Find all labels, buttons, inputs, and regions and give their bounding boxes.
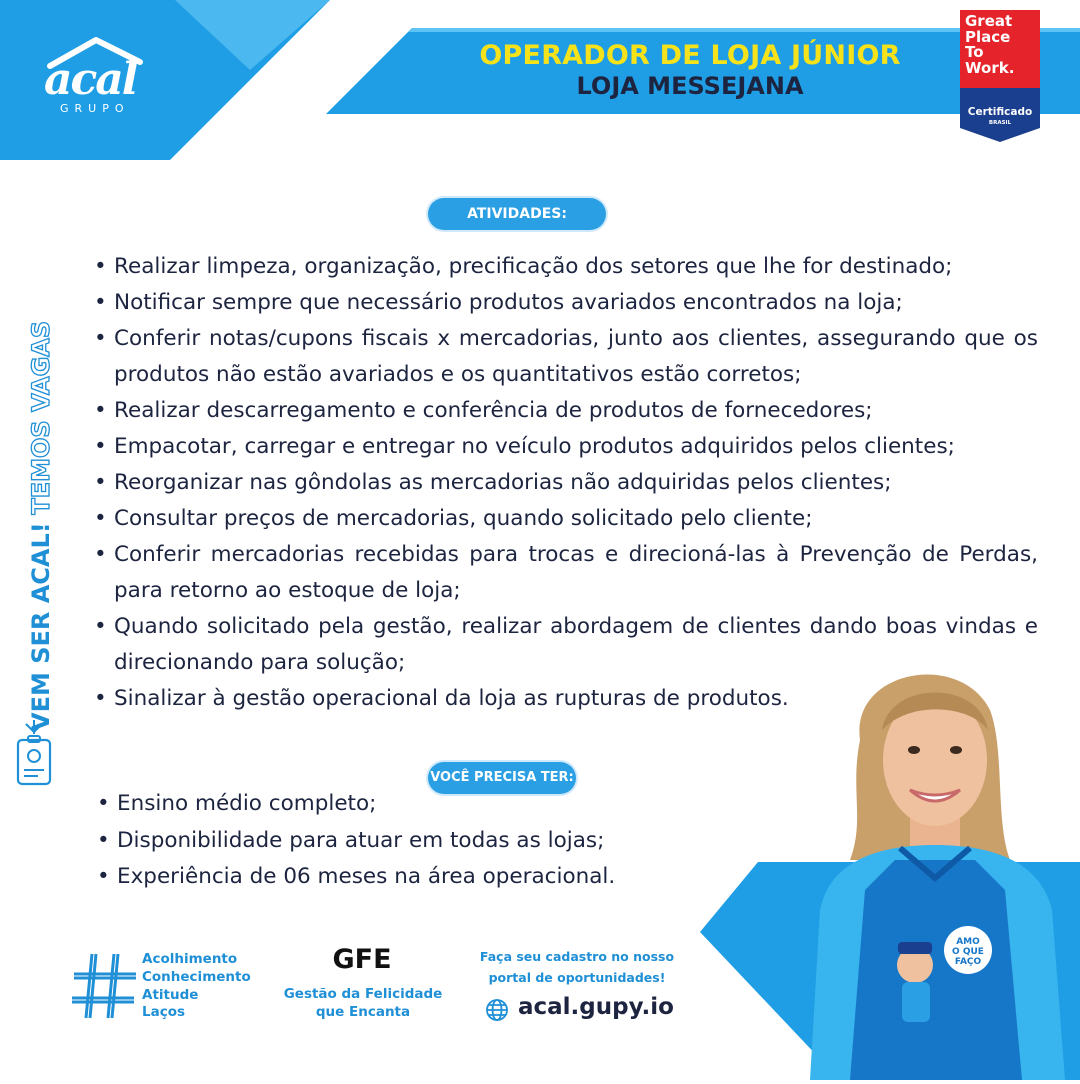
requirements-section-label: VOCÊ PRECISA TER: xyxy=(428,762,576,794)
list-item: • Consultar preços de mercadorias, quando solicitado pelo cliente; xyxy=(92,501,1038,537)
gptw-country-label: BRASIL xyxy=(988,120,1012,126)
gptw-line-2: Place xyxy=(965,27,1011,46)
gptw-line-3: To xyxy=(965,43,984,61)
requirements-list xyxy=(95,786,735,896)
logo-subtitle: GRUPO xyxy=(60,102,130,115)
value-item: Atitude xyxy=(142,986,199,1003)
activities-section-label: ATIVIDADES: xyxy=(428,198,606,230)
job-title: OPERADOR DE LOJA JÚNIOR xyxy=(479,40,901,71)
list-item: • Notificar sempre que necessário produtos avariados encontrados na loja; xyxy=(92,285,1038,321)
list-item: • Ensino médio completo; xyxy=(95,786,735,823)
vertical-slogan xyxy=(27,320,69,731)
id-badge-icon xyxy=(14,718,54,786)
gfe-title: GFE xyxy=(332,944,392,975)
gptw-certified-label: Certificado xyxy=(967,106,1033,118)
hashtag-icon xyxy=(70,950,140,1022)
value-item: Laços xyxy=(142,1004,186,1021)
company-values xyxy=(142,951,251,1022)
list-item: • Conferir notas/cupons fiscais x mercadorias, junto aos clientes, assegurando que os produtos não estão avariados e os quantitativos estão corretos; xyxy=(92,321,1038,393)
value-item: Acolhimento xyxy=(142,951,238,967)
list-item: • Realizar descarregamento e conferência de produtos de fornecedores; xyxy=(92,393,1038,429)
list-item: • Experiência de 06 meses na área operacional. xyxy=(95,859,735,896)
slogan-bold-text: VEM SER ACAL! xyxy=(27,522,55,731)
apron-text-1: AMO xyxy=(956,937,980,947)
list-item: • Reorganizar nas gôndolas as mercadorias não adquiridas pelos clientes; xyxy=(92,465,1038,501)
portal-line: portal de oportunidades! xyxy=(488,969,666,985)
gfe-line: Gestão da Felicidade xyxy=(283,986,443,1002)
acal-logo xyxy=(40,36,160,126)
list-item: • Conferir mercadorias recebidas para trocas e direcioná-las à Prevenção de Perdas, para retorno ao estoque de loja; xyxy=(92,537,1038,609)
list-item: • Realizar limpeza, organização, precificação dos setores que lhe for destinado; xyxy=(92,249,1038,285)
globe-icon xyxy=(485,998,509,1022)
logo-wordmark: acal xyxy=(44,54,137,105)
portal-link[interactable]: acal.gupy.io xyxy=(518,994,674,1020)
portal-line: Faça seu cadastro no nosso xyxy=(479,949,675,964)
gptw-wordmark xyxy=(965,14,1014,76)
activities-list xyxy=(92,249,1038,717)
gfe-line: que Encanta xyxy=(315,1003,411,1020)
gfe-subtitle xyxy=(268,986,458,1021)
apron-text-2: O QUE xyxy=(952,947,984,957)
value-item: Conhecimento xyxy=(142,968,251,985)
list-item: • Quando solicitado pela gestão, realizar abordagem de clientes dando boas vindas e direcionando para solução; xyxy=(92,609,1038,681)
store-name: LOJA MESSEJANA xyxy=(576,72,804,100)
list-item: • Empacotar, carregar e entregar no veículo produtos adquiridos pelos clientes; xyxy=(92,429,1038,465)
list-item: • Disponibilidade para atuar em todas as lojas; xyxy=(95,823,735,860)
slogan-outline-text: TEMOS VAGAS xyxy=(27,320,55,515)
list-item: • Sinalizar à gestão operacional da loja as rupturas de produtos. xyxy=(92,681,1038,717)
apron-text-3: FAÇO xyxy=(954,957,982,967)
great-place-to-work-badge xyxy=(960,10,1040,142)
employee-photo xyxy=(790,650,1080,1080)
gptw-line-4: Work. xyxy=(965,58,1015,77)
portal-invite xyxy=(462,947,692,988)
gptw-line-1: Great xyxy=(965,12,1013,30)
